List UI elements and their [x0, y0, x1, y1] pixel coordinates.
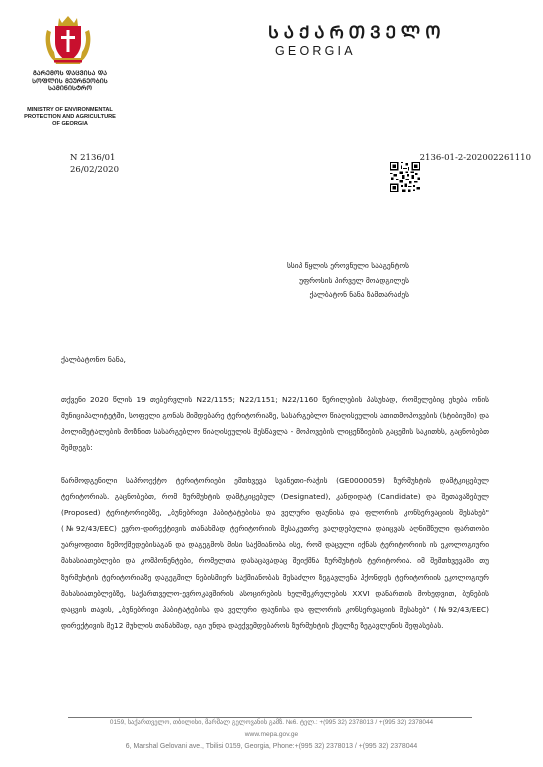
footer-address-english: 6, Marshal Gelovani ave., Tbilisi 0159, Georgia, Phone:+(995 32) 2378013 / +(995 32) 2378044: [125, 743, 418, 750]
country-name-english: GEORGIA: [275, 44, 356, 58]
addressee-line: უფროსის პირველ მოადგილეს: [299, 275, 409, 285]
addressee-line: ქალბატონ ნანა ზამთარაძეს: [309, 290, 409, 299]
addressee-block: [287, 259, 409, 303]
addressee-line: სსიპ წყლის ეროვნული სააგენტოს: [287, 261, 409, 270]
body-paragraph-2: წარმოდგენილი საპროექტო ტერიტორიები ემთხვევა სვანეთი-რაჭის (GE0000059) ზურმუხტის დამტკიცებულ ტერიტორიას. გაცნობებთ, რომ ზურმუხტის დამტკიცებულ (Designated), კანდიდატ (Candidate) და შეთავაზებულ (Proposed) ტერიტორიებზე, „ბუნებრივი ჰაბიტატებისა და ველური ფაუნისა და ფლორის კონსერვაციის შესახებ" (№92/43/EEC) ევრო-დირექტივის თანახმად ტერიტორიის მესაკუთრე ვალდებულია დაიცვას აღნიშნული ფართობი უარყოფითი ზემოქმედებისაგან და დაგეგმოს მისი საქმიანობა ისე, რომ დაცული იქნას ტერიტორიის ის ეკოლოგიური მახასიათებლები და კომპონენტები, რომელთა დასაცავადაც შეიქმნა ზურმუხტის ტერიტორია. იმ შემთხვევაში თუ ზურმუხტის ტერიტორიაზე დაგეგმილ ნებისმიერ საქმიანობას შესაძლო ზეგავლენა ჰქონდეს ტერიტორიის ეკოლოგიურ მახასიათებლებზე, საქართველო-ევროკავშირის ასოცირების ხელშეკრულების XXVI დანართის მოხედვით, ბუნების დაცვის თავის, „ბუნებრივი ჰაბიტატებისა და ველური ფაუნისა და ფლორის კონსერვაციის შესახებ" (№92/43/EEC) დირექტივის მე12 მუხლის თანახმად, იგი უნდა დაექვემდებაროს ზურმუხტის ქსელზე ზეგავლენის შეფასებას.: [61, 476, 489, 630]
body-paragraph-1: თქვენი 2020 წლის 19 თებერვლის N22/1155; N22/1151; N22/1160 წერილების პასუხად, რომელებიც ეხება ონის მუნიციპალიტეტში, სოფელი გონას მიმდებარე ტერიტორიაზე, სასარგებლო წიაღისეულის ათითმოპოვების (სტიბიუმი) და პოლიმეტალების მოზნით სასარგებლო წიაღისეულის შესწავლა - მოპოვების ლიცენზიების გაცემის საკითხს, გაცნობებთ შემდეგს:: [61, 395, 489, 453]
footer-website: www.mepa.gov.ge: [244, 731, 299, 738]
qr-code: [390, 162, 420, 192]
registration-id: 2136-01-2-202002261110: [419, 153, 531, 163]
ministry-name-georgian: ᲒᲐᲠᲔᲛᲝᲡ ᲓᲐᲪᲕᲘᲡᲐ ᲓᲐ ᲡᲝᲤᲚᲘᲡ ᲛᲔᲣᲠᲜᲔᲝᲑᲘᲡ ᲡᲐᲛᲘᲜᲘᲡᲢᲠᲝ: [32, 70, 108, 93]
ministry-name-english: MINISTRY OF ENVIRONMENTAL PROTECTION AND AGRICULTURE OF GEORGIA: [24, 107, 116, 127]
footer-address-georgian: 0159, საქართველო, თბილისი, მარშალ გელოვანის გამზ. №6. ტელ.: +(995 32) 2378013 / +(995 32) 2378044: [109, 719, 434, 726]
coat-of-arms-emblem: [44, 14, 92, 66]
letter-date: 26/02/2020: [70, 164, 119, 175]
country-name-georgian: ᲡᲐᲥᲐᲠᲗᲕᲔᲚᲝ: [268, 23, 446, 43]
salutation: ქალბატონო ნანა,: [61, 355, 126, 364]
letter-number: N 2136/01: [70, 153, 116, 163]
letter-reference: [70, 153, 119, 176]
